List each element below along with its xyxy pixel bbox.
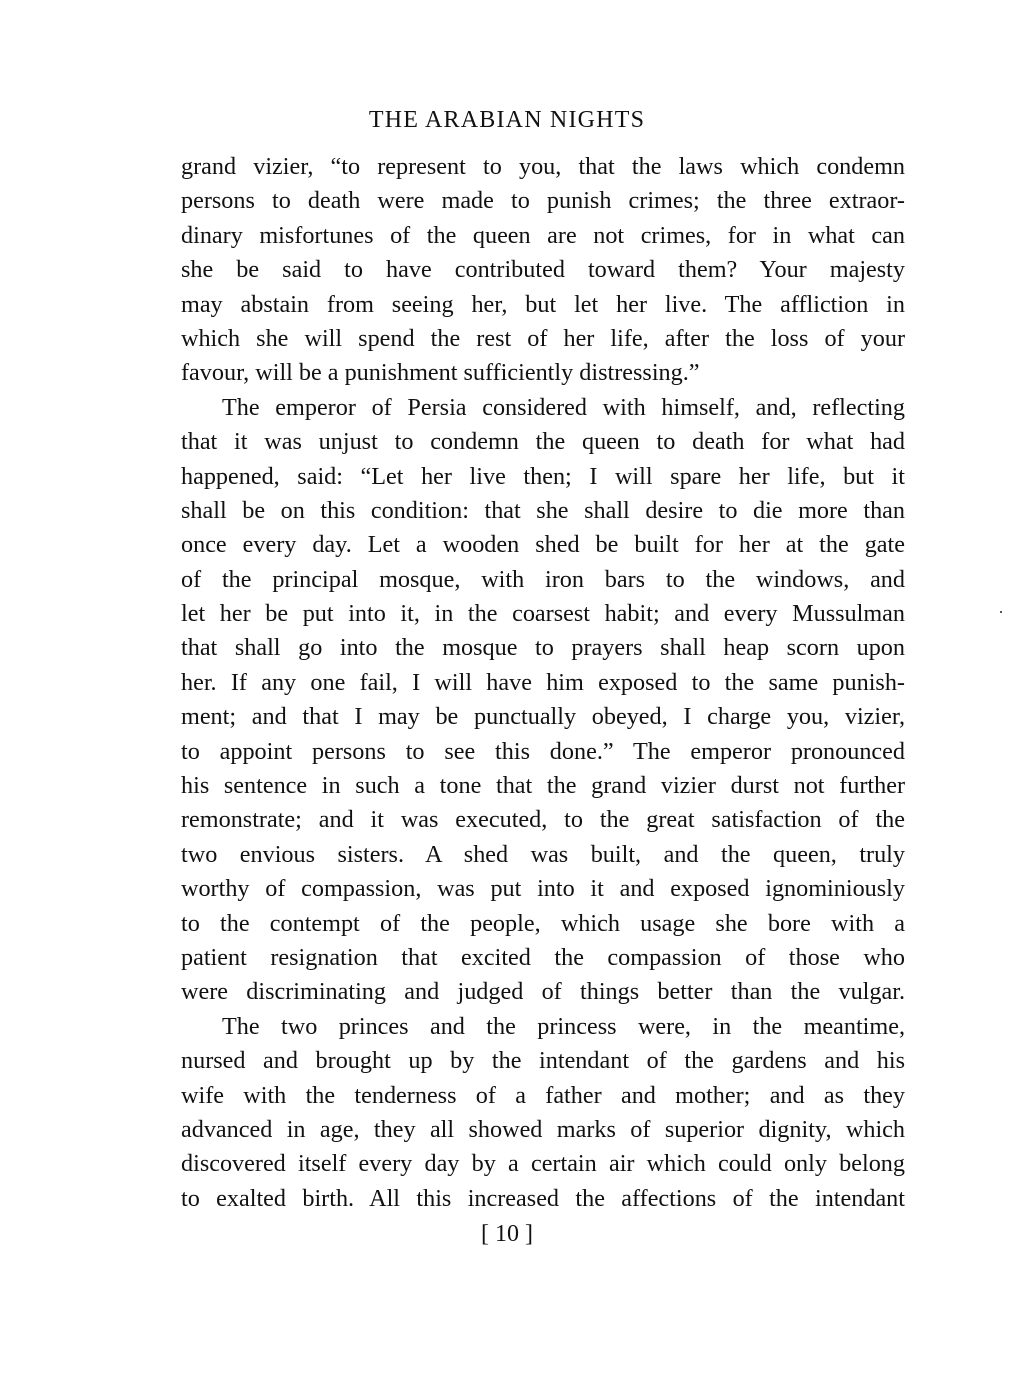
paragraph [181,391,905,1010]
text-line: wife with the tenderness of a father and mother; and as they [181,1081,905,1109]
text-line: she be said to have contributed toward them? Your majesty [181,256,905,284]
text-line: The two princes and the princess were, in the meantime, [222,1012,905,1040]
text-line: grand vizier, “to represent to you, that the laws which condemn [181,153,905,180]
text-line: dinary misfortunes of the queen are not crimes, for in what can [181,221,905,249]
text-line: favour, will be a punishment sufficiently distressing.” [181,359,700,387]
text-line: which she will spend the rest of her life, after the loss of your [181,324,905,352]
text-line: happened, said: “Let her live then; I will spare her life, but it [181,462,905,490]
text-line: once every day. Let a wooden shed be built for her at the gate [181,531,905,559]
text-line: ment; and that I may be punctually obeyed, I charge you, vizier, [181,703,905,731]
running-head: THE ARABIAN NIGHTS [368,107,646,133]
text-line: of the principal mosque, with iron bars to the windows, and [181,565,905,593]
text-line: discovered itself every day by a certain air which could only belong [181,1150,905,1178]
paragraph [181,1010,905,1216]
scan-speck [1000,611,1002,613]
text-line: her. If any one fail, I will have him exposed to the same punish- [181,668,905,696]
text-line: let her be put into it, in the coarsest habit; and every Mussulman [181,600,905,628]
text-line: worthy of compassion, was put into it and exposed ignominiously [181,875,905,903]
text-line: may abstain from seeing her, but let her live. The affliction in [181,290,905,318]
text-line: advanced in age, they all showed marks of superior dignity, which [181,1115,905,1143]
text-line: that it was unjust to condemn the queen to death for what had [181,428,905,456]
page-number: [ 10 ] [481,1221,533,1247]
text-line: patient resignation that excited the compassion of those who [181,943,905,971]
paragraph [181,150,905,391]
body-text [181,150,905,1216]
text-line: that shall go into the mosque to prayers shall heap scorn upon [181,634,905,662]
text-line: to exalted birth. All this increased the affections of the intendant [181,1184,905,1212]
text-line: two envious sisters. A shed was built, and the queen, truly [181,840,905,868]
text-line: The emperor of Persia considered with himself, and, reflecting [222,393,905,421]
text-line: to the contempt of the people, which usage she bore with a [181,909,905,937]
text-line: shall be on this condition: that she shall desire to die more than [181,496,905,524]
text-line: his sentence in such a tone that the grand vizier durst not further [181,772,905,800]
text-line: to appoint persons to see this done.” The emperor pronounced [181,737,905,765]
text-line: persons to death were made to punish crimes; the three extraor- [181,187,905,215]
text-line: were discriminating and judged of things better than the vulgar. [181,978,905,1006]
text-line: nursed and brought up by the intendant of the gardens and his [181,1047,905,1075]
text-line: remonstrate; and it was executed, to the great satisfaction of the [181,806,905,834]
